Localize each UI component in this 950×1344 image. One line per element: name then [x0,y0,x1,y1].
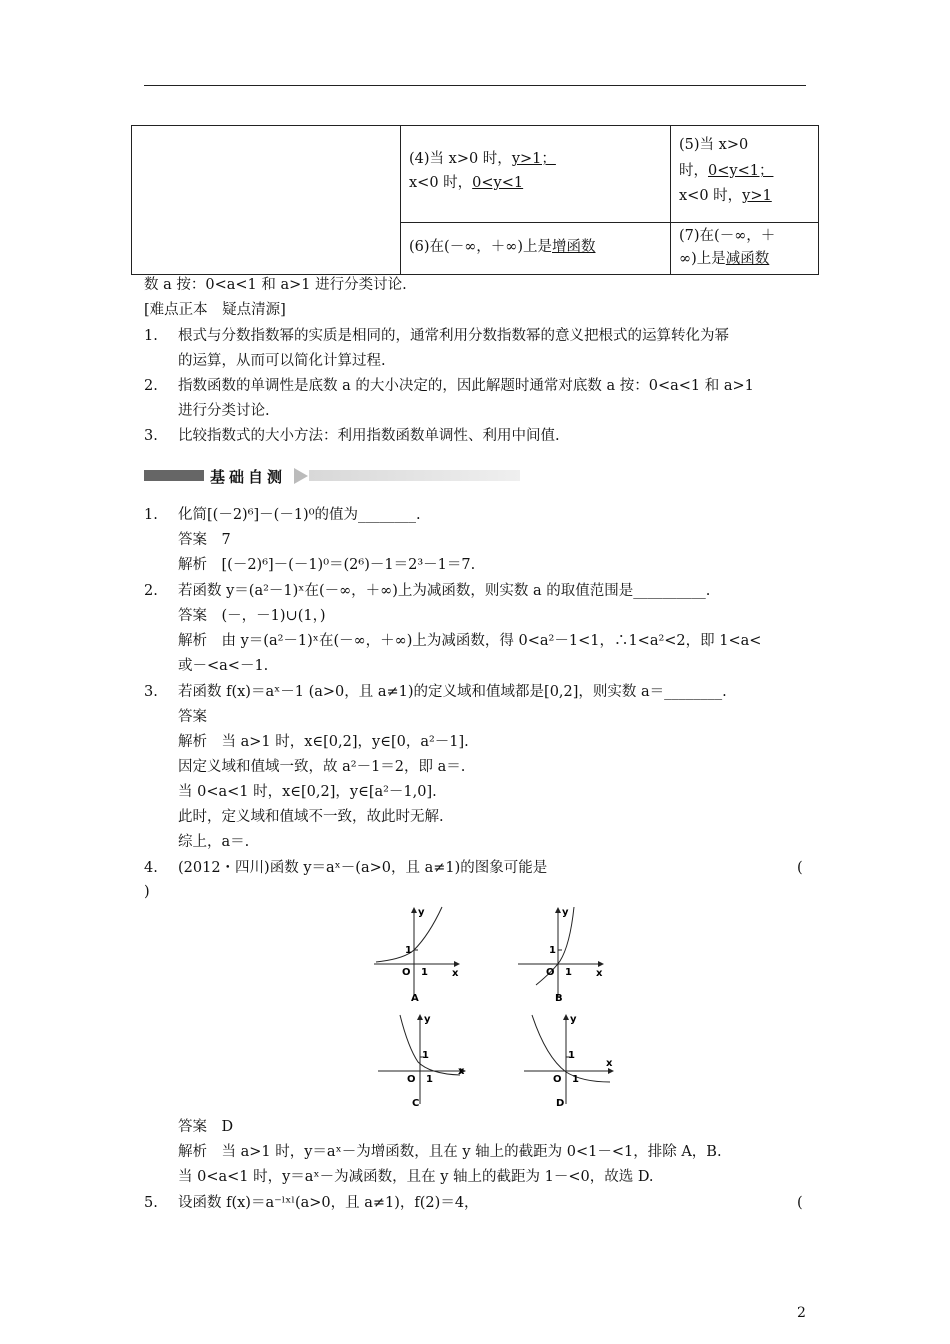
table-cell-empty [131,125,401,275]
difficulty-item-3-text: 比较指数式的大小方法：利用指数函数单调性、利用中间值. [178,428,560,444]
cell7-text: (7)在(－∞，＋ [679,228,776,244]
graph-c-one-y: 1 [422,1050,429,1061]
problem-4-num: 4. [144,860,158,876]
cell5-answer-2: y>1 [742,188,772,204]
problem-5-paren-open: ( [797,1195,803,1211]
difficulty-item-1-text: 根式与分数指数幂的实质是相同的，通常利用分数指数幂的意义把根式的运算转化为幂 [178,328,729,344]
graph-d-y-label: y [570,1014,577,1025]
problem-1-solution: 解析 [(－2)⁶]－(－1)⁰＝(2⁶)－1＝2³－1＝7. [178,557,476,573]
section-title: 基础自测 [210,468,287,486]
cell4-answer: y>1； [511,151,556,167]
cell7-text-2: ∞)上是 [679,251,726,267]
graph-a-y-label: y [418,907,425,918]
graph-d-caption: D [556,1098,565,1109]
cell6-text: (6)在(－∞，＋∞)上是 [409,239,553,255]
problem-3-solution-2: 因定义域和值域一致，故 a²－1＝2，即 a＝. [178,759,466,775]
problem-3-solution-3: 当 0<a<1 时，x∈[0,2]，y∈[a²－1,0]. [178,784,437,800]
difficulty-heading: [难点正本 疑点清源] [144,302,286,318]
graph-d-origin: O [553,1074,562,1085]
problem-5-question: 设函数 f(x)＝a⁻ˡˣˡ(a>0，且 a≠1)，f(2)＝4， [178,1195,479,1211]
graph-b-one-x: 1 [565,967,572,978]
graph-a-svg [374,905,464,1005]
table-cell-5 [670,125,819,223]
graph-b [518,905,608,1009]
problem-1-num: 1. [144,507,158,523]
graph-d-one-y: 1 [568,1050,575,1061]
cell4-text-2: x<0 时， [409,175,473,191]
cell6-answer: 增函数 [552,239,596,255]
difficulty-item-2-text-2: 进行分类讨论. [178,403,270,419]
problem-3-num: 3. [144,684,158,700]
section-banner [144,466,520,486]
graph-d [524,1012,624,1116]
problem-5-num: 5. [144,1195,158,1211]
graph-b-x-label: x [596,968,603,979]
graph-c-x-label: x [458,1066,465,1077]
difficulty-item-1-text-2: 的运算，从而可以简化计算过程. [178,353,386,369]
graph-a-origin: O [402,967,411,978]
table-cell-7 [670,222,819,275]
problem-2-answer: 答案 (－，－1)∪(1，) [178,608,326,624]
graph-b-caption: B [555,993,563,1004]
graph-c-y-label: y [424,1014,431,1025]
cell5-text-3: x<0 时， [679,188,743,204]
problem-3-solution: 解析 当 a>1 时，x∈[0,2]，y∈[0，a²－1]. [178,734,469,750]
cell5-text: (5)当 x>0 [679,137,749,153]
graph-a-caption: A [411,993,419,1004]
graph-d-one-x: 1 [572,1074,579,1085]
table-cell-4 [400,125,671,223]
graph-b-y-label: y [562,907,569,918]
graph-a [374,905,464,1009]
overflow-line: 数 a 按：0<a<1 和 a>1 进行分类讨论. [144,277,407,293]
problem-3-solution-5: 综上，a＝. [178,834,250,850]
problem-3-question: 若函数 f(x)＝aˣ－1 (a>0，且 a≠1)的定义域和值域都是[0,2]，则实数 a＝________. [178,684,727,700]
page-number: 2 [797,1305,806,1321]
graph-a-x-label: x [452,968,459,979]
graph-c-one-x: 1 [426,1074,433,1085]
problem-3-answer: 答案 [178,709,207,725]
graph-d-svg [524,1012,624,1112]
difficulty-item-1-num: 1. [144,328,158,344]
problem-4-answer: 答案 D [178,1119,234,1135]
problem-1-answer: 答案 7 [178,532,231,548]
graph-b-origin: O [546,967,555,978]
graph-c-caption: C [412,1098,420,1109]
graph-c-svg [378,1012,478,1112]
cell4-answer-2: 0<y<1 [472,175,524,191]
problem-4-solution-2: 当 0<a<1 时，y＝aˣ－为减函数，且在 y 轴上的截距为 1－<0，故选 D. [178,1169,654,1185]
graph-c [378,1012,478,1116]
cell4-text: (4)当 x>0 时， [409,151,512,167]
graph-d-x-label: x [606,1058,613,1069]
problem-2-question: 若函数 y＝(a²－1)ˣ在(－∞，＋∞)上为减函数，则实数 a 的取值范围是__________. [178,583,711,599]
difficulty-item-3-num: 3. [144,428,158,444]
problem-2-solution-2: 或－<a<－1. [178,658,269,674]
difficulty-item-2-num: 2. [144,378,158,394]
cell5-text-2: 时， [679,163,708,179]
problem-2-solution: 解析 由 y＝(a²－1)ˣ在(－∞，＋∞)上为减函数，得 0<a²－1<1，∴1<a²<2，即 1<a< [178,633,762,649]
cell7-answer: 减函数 [725,251,770,267]
graph-b-svg [518,905,608,1005]
table-cell-6 [400,222,671,275]
graph-a-one-x: 1 [421,967,428,978]
problem-4-paren-open: ( [797,860,803,876]
problem-3-solution-4: 此时，定义域和值域不一致，故此时无解. [178,809,444,825]
problem-4-solution: 解析 当 a>1 时，y＝aˣ－为增函数，且在 y 轴上的截距为 0<1－<1，排除 A，B. [178,1144,722,1160]
difficulty-item-2-text: 指数函数的单调性是底数 a 的大小决定的，因此解题时通常对底数 a 按：0<a<1 和 a>1 [178,378,754,394]
property-table [131,125,819,275]
problem-4-question: (2012・四川)函数 y＝aˣ－(a>0，且 a≠1)的图象可能是 [178,860,548,876]
graph-b-one-y: 1 [549,945,556,956]
graph-a-one-y: 1 [405,945,412,956]
problem-1-question: 化简[(－2)⁶]－(－1)⁰的值为________. [178,507,421,523]
graph-c-origin: O [407,1074,416,1085]
header-rule [144,85,806,86]
cell5-answer: 0<y<1； [708,163,774,179]
problem-2-num: 2. [144,583,158,599]
problem-4-paren-close: ) [144,884,150,900]
banner-arrow-icon [294,468,308,484]
